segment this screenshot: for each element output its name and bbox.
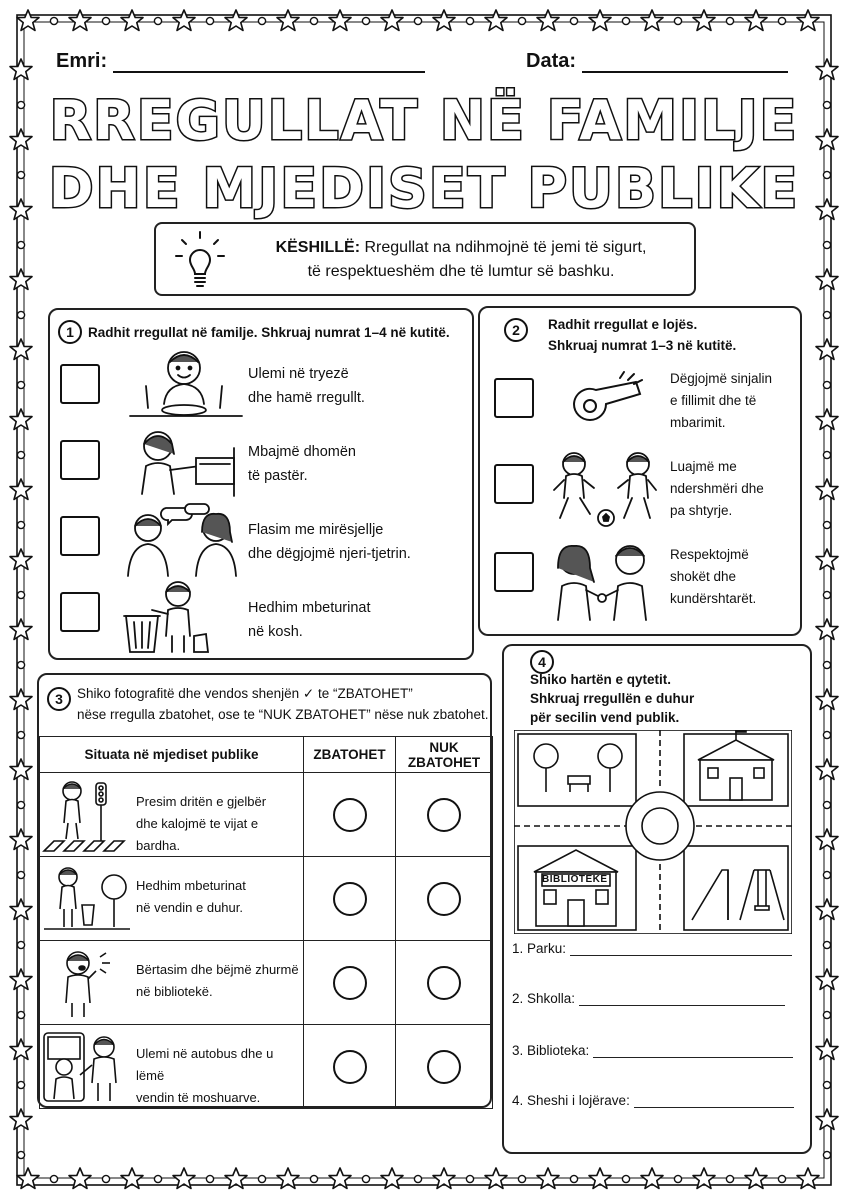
family-rule-2 (248, 440, 356, 488)
date-field[interactable] (526, 50, 788, 73)
children-playing-football-icon (550, 448, 660, 528)
border-dot-icon (362, 17, 369, 24)
border-star-icon (537, 10, 559, 31)
answer-school-blank[interactable] (579, 990, 785, 1006)
border-dot-icon (17, 731, 24, 738)
border-star-icon (10, 899, 32, 920)
game-rule-2-line1: Luajmë me (670, 459, 737, 474)
order-box-3[interactable] (60, 516, 100, 556)
col-applies: ZBATOHET (304, 737, 396, 773)
situation-4-line1: Ulemi në autobus dhe u lëmë (136, 1046, 274, 1083)
answer-playground[interactable] (512, 1092, 794, 1108)
applies-circle-1[interactable] (333, 798, 367, 832)
children-handshake-icon (544, 538, 660, 622)
border-star-icon (10, 829, 32, 850)
border-star-icon (277, 10, 299, 31)
border-dot-icon (823, 801, 830, 808)
game-rule-1 (670, 368, 772, 434)
border-dot-icon (17, 241, 24, 248)
applies-cell-2[interactable] (304, 857, 396, 941)
border-dot-icon (726, 17, 733, 24)
section-number-4: 4 (530, 650, 554, 674)
applies-circle-2[interactable] (333, 882, 367, 916)
family-rule-4 (248, 596, 371, 644)
border-dot-icon (518, 1175, 525, 1182)
border-dot-icon (258, 17, 265, 24)
border-star-icon (121, 10, 143, 31)
game-rule-3-line1: Respektojmë (670, 547, 749, 562)
section-number-2: 2 (504, 318, 528, 342)
answer-library-blank[interactable] (593, 1042, 793, 1058)
situation-1-line1: Presim dritën e gjelbër (136, 794, 267, 809)
tip-text (236, 236, 686, 284)
not-applies-circle-4[interactable] (427, 1050, 461, 1084)
border-dot-icon (102, 1175, 109, 1182)
applies-cell-4[interactable] (304, 1025, 396, 1109)
border-star-icon (816, 899, 838, 920)
border-dot-icon (726, 1175, 733, 1182)
border-star-icon (816, 339, 838, 360)
section3-instruction-line2: nëse rregulla zbatohet, ose te “NUK ZBATOHET” nëse nuk zbatohet. (77, 707, 489, 722)
section2-instruction-line2: Shkruaj numrat 1–3 në kutitë. (548, 338, 737, 353)
border-star-icon (816, 689, 838, 710)
border-dot-icon (778, 1175, 785, 1182)
answer-park[interactable] (512, 940, 792, 956)
border-dot-icon (823, 1151, 830, 1158)
border-dot-icon (570, 1175, 577, 1182)
family-rule-1-line1: Ulemi në tryezë (248, 366, 349, 382)
situation-cell-3 (40, 941, 304, 1025)
table-row (40, 1025, 493, 1109)
tip-text-line1: Rregullat na ndihmojnë të jemi të sigurt, (364, 239, 647, 256)
border-star-icon (10, 619, 32, 640)
border-star-icon (816, 59, 838, 80)
border-dot-icon (823, 661, 830, 668)
table-row (40, 773, 493, 857)
game-rule-3-line2: shokët dhe (670, 569, 737, 584)
children-talking-icon (120, 502, 246, 582)
situation-2-line1: Hedhim mbeturinat (136, 878, 246, 893)
border-star-icon (693, 10, 715, 31)
border-dot-icon (414, 1175, 421, 1182)
child-throwing-trash-icon (120, 576, 240, 656)
section3-instruction-line1: Shiko fotografitë dhe vendos shenjën ✓ te “ZBATOHET” (77, 686, 413, 701)
col-situation: Situata në mjediset publike (40, 737, 304, 773)
border-dot-icon (674, 1175, 681, 1182)
section-family-rules (48, 308, 474, 660)
border-star-icon (485, 10, 507, 31)
border-dot-icon (17, 311, 24, 318)
border-dot-icon (823, 1081, 830, 1088)
applies-circle-4[interactable] (333, 1050, 367, 1084)
border-dot-icon (823, 941, 830, 948)
border-dot-icon (778, 17, 785, 24)
crosswalk-child-icon (42, 777, 132, 853)
bus-seat-icon (42, 1029, 132, 1105)
game-rule-1-line3: mbarimit. (670, 415, 726, 430)
date-blank[interactable] (582, 51, 788, 73)
border-dot-icon (17, 661, 24, 668)
section4-instruction-line1: Shiko hartën e qytetit. (530, 672, 672, 687)
border-dot-icon (823, 521, 830, 528)
answer-playground-label: 4. Sheshi i lojërave: (512, 1093, 630, 1108)
border-dot-icon (17, 941, 24, 948)
border-star-icon (10, 969, 32, 990)
border-dot-icon (823, 381, 830, 388)
situation-cell-2 (40, 857, 304, 941)
border-dot-icon (414, 17, 421, 24)
game-rule-3-line3: kundërshtarët. (670, 591, 757, 606)
border-dot-icon (622, 1175, 629, 1182)
border-dot-icon (823, 1011, 830, 1018)
tip-box (154, 222, 696, 296)
order-box-1[interactable] (60, 364, 100, 404)
section2-instruction-line1: Radhit rregullat e lojës. (548, 317, 698, 332)
border-dot-icon (518, 17, 525, 24)
not-applies-cell-2[interactable] (396, 857, 493, 941)
page-title-line2: DHE MJEDISET PUBLIKE (48, 157, 800, 220)
border-star-icon (816, 479, 838, 500)
border-star-icon (816, 619, 838, 640)
border-star-icon (433, 10, 455, 31)
border-star-icon (797, 10, 819, 31)
border-star-icon (816, 759, 838, 780)
border-dot-icon (17, 1011, 24, 1018)
section-number-1: 1 (58, 320, 82, 344)
game-rule-1-line1: Dëgjojmë sinjalin (670, 371, 773, 386)
section3-instruction (77, 683, 488, 725)
border-dot-icon (570, 17, 577, 24)
border-dot-icon (823, 451, 830, 458)
border-star-icon (10, 1039, 32, 1060)
border-star-icon (816, 549, 838, 570)
border-star-icon (329, 10, 351, 31)
game-rule-2-line3: pa shtyrje. (670, 503, 733, 518)
border-dot-icon (17, 451, 24, 458)
border-dot-icon (258, 1175, 265, 1182)
order-box-2[interactable] (60, 440, 100, 480)
border-dot-icon (310, 1175, 317, 1182)
library-sign: BIBLIOTEKË (542, 874, 608, 885)
not-applies-cell-4[interactable] (396, 1025, 493, 1109)
border-star-icon (10, 759, 32, 780)
section-city-map (502, 644, 812, 1154)
border-star-icon (381, 10, 403, 31)
not-applies-circle-3[interactable] (427, 966, 461, 1000)
applies-cell-1[interactable] (304, 773, 396, 857)
section-number-3: 3 (47, 687, 71, 711)
family-rule-4-line2: në kosh. (248, 624, 303, 640)
situation-3-line2: në bibliotekë. (136, 984, 213, 999)
border-star-icon (816, 269, 838, 290)
game-rule-1-line2: e fillimit dhe të (670, 393, 757, 408)
section2-instruction (548, 314, 736, 356)
border-dot-icon (17, 871, 24, 878)
border-star-icon (17, 10, 39, 31)
situation-1-line2: dhe kalojmë te vijat e bardha. (136, 816, 259, 853)
applies-circle-3[interactable] (333, 966, 367, 1000)
child-making-bed-icon (126, 424, 246, 504)
public-rules-table (39, 736, 493, 1109)
name-label: Emri: (56, 50, 108, 72)
situation-text-2 (136, 875, 246, 919)
border-star-icon (69, 10, 91, 31)
border-star-icon (816, 969, 838, 990)
border-dot-icon (362, 1175, 369, 1182)
not-applies-cell-3[interactable] (396, 941, 493, 1025)
border-star-icon (10, 689, 32, 710)
border-star-icon (173, 10, 195, 31)
family-rule-1 (248, 362, 365, 410)
answer-school-label: 2. Shkolla: (512, 991, 576, 1006)
order-box-4[interactable] (60, 592, 100, 632)
game-order-box-3[interactable] (494, 552, 534, 592)
section4-instruction-line3: për secilin vend publik. (530, 710, 680, 725)
game-rule-2 (670, 456, 764, 522)
date-label: Data: (526, 50, 577, 72)
border-dot-icon (17, 381, 24, 388)
border-star-icon (816, 1039, 838, 1060)
border-star-icon (10, 269, 32, 290)
border-star-icon (589, 10, 611, 31)
border-dot-icon (154, 1175, 161, 1182)
answer-library-label: 3. Biblioteka: (512, 1043, 590, 1058)
border-dot-icon (823, 731, 830, 738)
situation-3-line1: Bërtasim dhe bëjmë zhurmë (136, 962, 299, 977)
section4-instruction-line2: Shkruaj rregullën e duhur (530, 691, 695, 706)
answer-library[interactable] (512, 1042, 793, 1058)
border-star-icon (816, 829, 838, 850)
border-dot-icon (50, 1175, 57, 1182)
map-park (518, 734, 636, 806)
border-dot-icon (823, 241, 830, 248)
answer-playground-blank[interactable] (634, 1092, 794, 1108)
border-star-icon (816, 409, 838, 430)
border-star-icon (10, 479, 32, 500)
situation-cell-1 (40, 773, 304, 857)
family-rule-2-line2: të pastër. (248, 468, 308, 484)
city-map (514, 730, 792, 934)
family-rule-3-line2: dhe dëgjojmë njeri-tjetrin. (248, 546, 411, 562)
border-dot-icon (674, 17, 681, 24)
border-dot-icon (50, 17, 57, 24)
table-header-row (40, 737, 493, 773)
family-rule-3-line1: Flasim me mirësjellje (248, 522, 384, 538)
border-star-icon (10, 339, 32, 360)
border-dot-icon (823, 311, 830, 318)
not-applies-circle-1[interactable] (427, 798, 461, 832)
border-star-icon (10, 59, 32, 80)
trash-bin-child-icon (42, 861, 132, 937)
game-order-box-1[interactable] (494, 378, 534, 418)
border-dot-icon (206, 1175, 213, 1182)
shouting-child-icon (42, 945, 132, 1021)
answer-park-blank[interactable] (570, 940, 792, 956)
border-star-icon (10, 549, 32, 570)
border-dot-icon (17, 591, 24, 598)
applies-cell-3[interactable] (304, 941, 396, 1025)
game-rule-2-line2: ndershmëri dhe (670, 481, 764, 496)
situation-text-1 (136, 791, 303, 857)
border-dot-icon (17, 1151, 24, 1158)
border-dot-icon (466, 1175, 473, 1182)
border-star-icon (745, 10, 767, 31)
border-star-icon (816, 1109, 838, 1130)
border-dot-icon (154, 17, 161, 24)
name-field[interactable] (56, 50, 425, 73)
section4-instruction (530, 670, 694, 727)
answer-school[interactable] (512, 990, 785, 1006)
child-eating-icon (126, 346, 246, 426)
border-star-icon (641, 10, 663, 31)
not-applies-cell-1[interactable] (396, 773, 493, 857)
section-game-rules (478, 306, 802, 636)
page-title-line1: RREGULLAT NË FAMILJE (49, 89, 799, 152)
border-star-icon (10, 409, 32, 430)
border-dot-icon (17, 1081, 24, 1088)
situation-cell-4 (40, 1025, 304, 1109)
tip-label: KËSHILLË: (275, 239, 361, 256)
tip-text-line2: të respektueshëm dhe të lumtur së bashku. (307, 263, 615, 280)
section1-instruction: Radhit rregullat në familje. Shkruaj numrat 1–4 në kutitë. (88, 325, 450, 340)
lightbulb-icon (174, 230, 226, 292)
border-dot-icon (17, 521, 24, 528)
border-dot-icon (466, 17, 473, 24)
not-applies-circle-2[interactable] (427, 882, 461, 916)
family-rule-2-line1: Mbajmë dhomën (248, 444, 356, 460)
border-star-icon (225, 10, 247, 31)
border-dot-icon (17, 801, 24, 808)
name-blank[interactable] (113, 51, 425, 73)
situation-4-line2: vendin të moshuarve. (136, 1090, 261, 1105)
table-row (40, 941, 493, 1025)
whistle-icon (564, 368, 654, 434)
family-rule-4-line1: Hedhim mbeturinat (248, 600, 371, 616)
border-dot-icon (206, 17, 213, 24)
situation-text-3 (136, 959, 299, 1003)
situation-text-4 (136, 1043, 303, 1109)
border-dot-icon (310, 17, 317, 24)
border-dot-icon (823, 871, 830, 878)
table-row (40, 857, 493, 941)
col-not-applies: NUK ZBATOHET (396, 737, 493, 773)
situation-2-line2: në vendin e duhur. (136, 900, 243, 915)
border-dot-icon (622, 17, 629, 24)
border-star-icon (10, 1109, 32, 1130)
border-dot-icon (823, 591, 830, 598)
game-order-box-2[interactable] (494, 464, 534, 504)
family-rule-3 (248, 518, 411, 566)
game-rule-3 (670, 544, 756, 610)
family-rule-1-line2: dhe hamë rregullt. (248, 390, 365, 406)
border-dot-icon (102, 17, 109, 24)
answer-park-label: 1. Parku: (512, 941, 567, 956)
